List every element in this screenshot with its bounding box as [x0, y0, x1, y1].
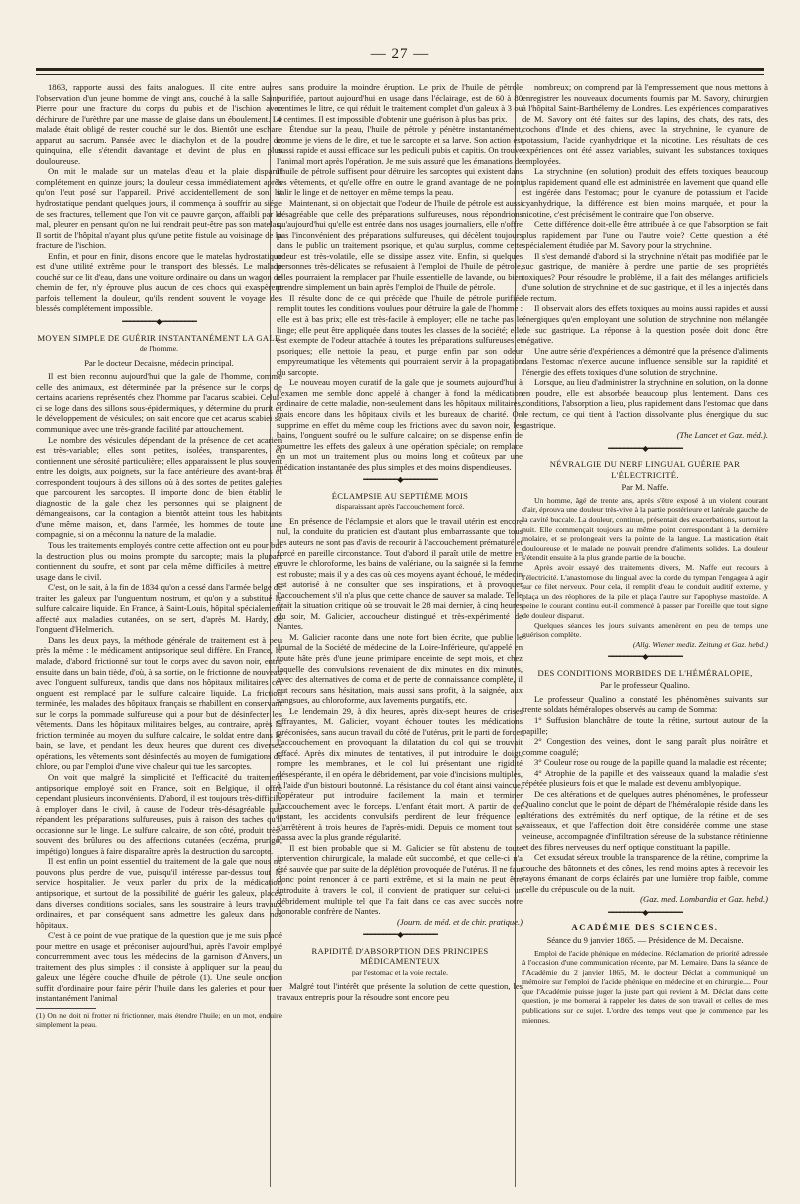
ornament-divider: ━━━━━━━━━◆━━━━━━━━━ — [363, 930, 437, 940]
article-title: MOYEN SIMPLE DE GUÉRIR INSTANTANÉMENT LA GALE — [37, 332, 281, 343]
paragraph: Quelques séances les jours suivants amenèrent en peu de temps une guérison complète. — [522, 620, 768, 640]
paragraph: On voit que malgré la simplicité et l'efficacité du traitement antipsorique employé soit en France, soit en Belgique, il offre cependant plusieurs inconvénients. D'abord, il est toujours très-difficile à employer dans le civil, à cause de l'odeur très-désagréable que répandent les préparations sulfureuses, puis à raison des taches qu'il occasionne sur le linge. Le sulfure calcaire, de son côté, produit très-souvent des brûlures ou des affections cutanées (eczéma, prurigo, impétigo) longues à faire disparaître après la destruction du sarcopte. — [36, 772, 282, 856]
paragraph: Maintenant, si on objectait que l'odeur de l'huile de pétrole est aussi désagréable que celle des préparations sulfureuses, nous répondrions qu'aujourd'hui qu'elle est entrée dans nos usages journaliers, elle n'offre pas l'inconvénient des préparations sulfureuses, qui décèlent toujours dans le public un traitement psorique, et qu'au surplus, comme cette odeur est très-volatile, elle se dissipe assez vite. Enfin, si quelques personnes très-délicates se refusaient à l'emploi de l'huile de pétrole, elles pourraient la remplacer par l'huile essentielle de lavande, ou bien prendre simplement un bain après l'emploi de l'huile de pétrole. — [277, 198, 523, 293]
ornament-divider: ━━━━━━━━━◆━━━━━━━━━ — [363, 475, 437, 485]
paragraph: nombreux; on comprend par là l'empressement que nous mettons à enregistrer les nouveaux documents fournis par M. Savory, chirurgien à l'hôpital Saint-Barthélemy de Londres. Les expériences comparatives de M. Savory ont été faites sur des lapins, des chats, des rats, des cochons d'Inde et des chiens, avec la strychnine, le cyanure de potassium, l'acide cyanhydrique et la nicotine. Les résultats de ces expériences ont été assez variables, suivant les substances toxiques employées. — [522, 82, 768, 166]
source-citation: (Allg. Wiener mediz. Zeitung et Gaz. hebd.) — [632, 639, 768, 649]
article-title: NÉVRALGIE DU NERF LINGUAL GUÉRIE PAR L'ÉLECTRICITÉ. — [549, 459, 741, 480]
paragraph: Dans les deux pays, la méthode générale de traitement est à peu près la même : le médicament antipsorique seul diffère. En France, le malade, d'abord frictionné sur tout le corps avec du savon noir, entre ensuite dans un bain tiède, d'où, à sa sortie, on le frictionne de nouveau avec l'onguent sulfureux, tandis que dans nos hôpitaux militaires cet onguent est remplacé par le sulfure calcaire liquide. La friction terminée, les malades des hôpitaux français se rhabillent en conservant sur le corps la pommade sulfureuse qui a pour but de désinfecter les vêtements. Dans les hôpitaux militaires belges, au contraire, après la friction terminée au moyen du sulfure calcaire, le soldat entre dans le bain, se lave, et pendant les deux heures que durent ces diverses opérations, les vêtements sont désinfectés au moyen de fumigations de chlore, ou par l'emploi d'une vive chaleur qui tue les sarcoptes. — [36, 634, 282, 772]
column-left — [36, 82, 282, 1187]
paragraph: 1863, rapporte aussi des faits analogues. Il cite entre autres l'observation d'un jeune homme de vingt ans, couché à la salle Saint-Pierre pour une fracture du corps du pubis et de l'ischion avec déchirure de l'urèthre par une masse de glaise dans un éboulement. Le malade était obligé de rester couché sur le dos. Bientôt une eschare apparut au sacrum. Pansée avec le diachylon et de la poudre de quinquina, elle s'étendit davantage et devint de plus en plus douloureuse. — [36, 82, 282, 166]
paragraph: Cette différence doit-elle être attribuée à ce que l'absorption se fait plus rapidement par l'une ou l'autre voie? Cette question a été spécialement étudiée par M. Savory pour la strychnine. — [522, 219, 768, 251]
footnote-rule — [36, 1008, 96, 1009]
source-citation: (The Lancet et Gaz. méd.). — [676, 430, 768, 441]
paragraph: Il est bien reconnu aujourd'hui que la gale de l'homme, comme celle des animaux, est déterminée par la présence sur le corps de certains acariens représentés chez l'homme par l'acarus scabiei. Celui-ci se loge dans des sillons sous-épidermiques, y détermine du prurit et le développement de vésicules; on sait encore que cet acarus scabiei se communique avec une très-grande facilité par attouchement. — [36, 371, 282, 434]
article-subtitle: par l'estomac et la voie rectale. — [351, 967, 449, 977]
list-item: 2° Congestion des veines, dont le sang paraît plus noirâtre et comme coagulé; — [522, 736, 768, 757]
list-item: 3° Couleur rose ou rouge de la papille quand la maladie est récente; — [534, 757, 767, 768]
paragraph: Le nouveau moyen curatif de la gale que je soumets aujourd'hui à l'examen me semble donc appelé à changer à fond la médication ordinaire de cette maladie, non-seulement dans les hôpitaux militaires, mais encore dans les hôpitaux civils et les bureaux de charité. On supprime en effet du même coup les frictions avec du savon noir, les bains, l'onguent soufré ou le sulfure calcaire; on se dispense enfin de soumettre les effets des galeux à une opération spéciale; on remplace en un mot un traitement plus ou moins long et coûteux par une médication instantanée des plus simples et des moins dispendieuses. — [277, 377, 523, 472]
source-citation: (Gaz. med. Lombardia et Gaz. hebd.) — [640, 894, 768, 905]
section-heading: ACADÉMIE DES SCIENCES. — [571, 922, 719, 933]
paragraph: Lorsque, au lieu d'administrer la strychnine en solution, on la donne en poudre, elle est absorbée beaucoup plus lentement. Dans ces conditions, l'absorption a lieu, plus rapidement dans l'estomac que dans le rectum, ce qui tient à l'action dissolvante plus énergique du suc gastrique. — [522, 377, 768, 430]
session-line: Séance du 9 janvier 1865. — Présidence de M. Decaisne. — [546, 934, 744, 945]
paragraph: sans produire la moindre éruption. Le prix de l'huile de pétrole purifiée, partout aujourd'hui en usage dans l'éclairage, est de 60 à 80 centimes le litre, ce qui réduit le traitement complet d'un galeux à 3 ou 4 centimes. Il est impossible d'obtenir une guérison à plus bas prix. — [277, 82, 523, 124]
ornament-divider: ━━━━━━━━━◆━━━━━━━━━ — [608, 443, 682, 453]
paragraph: Il est bien probable que si M. Galicier se fût abstenu de toute intervention chirurgicale, la malade eût succombé, et que celle-ci n'a été sauvée que par suite de la déplétion provoquée de l'utérus. Il ne faut donc point renoncer à ce parti extrême, et si la main ne peut être introduite à travers le col, il convient de pratiquer sur celui-ci un débridement multiple tel que l'a fait dans ce cas avec succès notre honorable confrère de Nantes. — [277, 842, 523, 917]
paragraph: Le nombre des vésicules dépendant de la présence de cet acarien est très-variable; elles sont petites, isolées, transparentes, et contiennent une sérosité particulière; elles apparaissent le plus souvent entre les doigts, aux poignets, sur la face antérieure des avant-bras et correspondent toujours à des sillons où à des sortes de petites galeries que parcourent les sarcoptes. Il importe donc de bien établir le diagnostic de la gale chez les personnes qui se plaignent de démangeaisons, car la contagion a bientôt atteint tous les habitants d'une même maison, et, dans l'armée, les hommes de toute une compagnie, si on a méconnu la nature de la maladie. — [36, 434, 282, 540]
paragraph: Cet exsudat séreux trouble la transparence de la rétine, comprime la couche des bâtonnets et des cônes, les rend moins aptes à recevoir les rayons émanant de corps éclairés par une lumière trop faible, comme celle du crépuscule ou de la nuit. — [522, 852, 768, 894]
paragraph: Emploi de l'acide phénique en médecine. Réclamation de priorité adressée à l'occasion d'une communication récente, par M. Lemaire. Dans la séance de l'Académie du 2 janvier 1865, M. le docteur Déclat a communiqué un mémoire sur l'emploi de l'acide phénique en médecine et en chirurgie.... Pour que l'Académie puisse juger la juste part qui revient à M. Déclat dans cette question, je me bornerai à rappeler les dates de son travail et celles de mes publications sur ce sujet. L'ordre des temps veut que je commence par les miennes. — [522, 948, 768, 1025]
paragraph: On mit le malade sur un matelas d'eau et la plaie disparut complétement en quinze jours; la douleur cessa immédiatement après qu'on l'eut posé sur l'appareil. Privé accidentellement de son lit hydrostatique pendant quelques jours, il commença à souffrir au siége de ses fractures, tellement que l'on vit ce pauvre garçon, affaibli par le mal, pleurer en pensant qu'on ne lui rendrait peut-être pas son matelas. Il sortit de l'hôpital n'ayant plus qu'une petite fistule au voisinage de la fracture de l'ischion. — [36, 166, 282, 251]
article-author: Par M. Naffe. — [621, 482, 669, 493]
paragraph: Il observait alors des effets toxiques au moins aussi rapides et aussi énergiques qu'en employant une solution de strychnine non mélangée de suc gastrique. La réponse à la question posée doit donc être négative. — [522, 303, 768, 346]
paragraph: Étendue sur la peau, l'huile de pétrole y pénètre instantanément, comme je viens de le dire, et tue le sarcopte et sa larve. Son action est aussi rapide et aussi efficace sur les pediculi pubis et capitis. On trouve l'animal mort après l'opération. Je me suis assuré que les émanations de l'huile de pétrole suffisent pour détruire les sarcoptes qui existent dans les vêtements, et qu'elle offre en outre le grand avantage de ne point salir le linge et de nettoyer en même temps la peau. — [277, 124, 523, 198]
ornament-divider: ━━━━━━━━━◆━━━━━━━━━ — [608, 652, 682, 662]
column-middle — [277, 82, 523, 1187]
paragraph: Il s'est demandé d'abord si la strychnine n'était pas modifiée par le suc gastrique, de manière à perdre une partie de ses propriétés toxiques? Pour résoudre le problème, il a fait des mélanges artificiels d'une solution de strychnine et de suc gastrique, et il les a injectés dans le rectum. — [522, 250, 768, 303]
paragraph: Un homme, âgé de trente ans, après s'être exposé à un violent courant d'air, éprouva une douleur très-vive à la partie postérieure et latérale gauche de la cavité buccale. La douleur, continue, présentait des exacerbations, surtout la nuit. Elle commençait toujours au même point correspondant à la dernière molaire, et se prolongeait vers la pointe de la langue. La mastication était douloureuse et le malade ne pouvait prendre d'aliments solides. La douleur s'étendit ensuite à la plus grande partie de la bouche. — [522, 495, 768, 563]
article-author: Par le docteur Decaisne, médecin principal. — [84, 357, 234, 368]
header-rule — [36, 68, 764, 71]
paragraph: M. Galicier raconte dans une note fort bien écrite, que publie le Journal de la Société de médecine de la Loire-Inférieure, qu'appelé en toute hâte près d'une jeune primipare enceinte de sept mois, et chez laquelle des convulsions revenaient de dix minutes en dix minutes, avec des alternatives de coma et de perte de connaissance complète, il eut recours sans hésitation, mais aussi sans profit, à la saignée, aux sangsues, au chloroforme, aux lavements purgatifs, etc. — [277, 631, 523, 706]
article-title: ÉCLAMPSIE AU SEPTIÈME MOIS — [331, 490, 469, 501]
paragraph: Après avoir essayé des traitements divers, M. Naffe eut recours à l'électricité. L'anastomose du lingual avec la corde du tympan l'engagea à agir sur ce filet nerveux. Pour cela, il remplit d'eau le conduit auditif externe, y plaça un des réophores de la pile et plaça l'autre sur l'apophyse mastoïde. A peine le courant continu eut-il commencé à passer par l'oreille que tout signe de douleur disparut. — [522, 562, 768, 620]
paragraph: C'est à ce point de vue pratique de la question que je me suis placé pour mettre en usage et préconiser aujourd'hui, après l'avoir employé concurremment avec tous les médecins de la garnison d'Anvers, un traitement des plus simples : il consiste à appliquer sur la peau du galeux une légère couche d'huile de pétrole (1). Une seule onction suffit d'ordinaire pour faire périr l'huile dans les galeries et pour tuer instantanément l'animal — [36, 930, 282, 1004]
paragraph: Il est enfin un point essentiel du traitement de la gale que nous ne pouvons plus perdre de vue, puisqu'il intéresse par-dessus tout le service hospitalier. Je veux parler du prix de la médication antipsorique, et surtout de la possibilité de guérir les galeux, placés dans diverses conditions sociales, sans les soustraire à leurs travaux ordinaires, et par conséquent sans admettre les galeux dans nos hôpitaux. — [36, 856, 282, 930]
paragraph: Le lendemain 29, à dix heures, après dix-sept heures de crises effrayantes, M. Galicier, voyant échouer toutes les médications préconisées, sans aucun travail du côté de l'utérus, prit le parti de forcer l'accouchement en provoquant la dilatation du col qui se trouvait effacé. Après dix minutes de tentatives, il put introduire le doigt, rompre les membranes, et le col lui présentant une rigidité désespérante, il en opéra le débridement, par voie d'incisions multiples, à l'aide d'un bistouri boutonné. La résistance du col étant ainsi vaincue, l'opérateur put introduire facilement la main et terminer l'accouchement avec le forceps. L'enfant était mort. A partir de cet instant, les accidents convulsifs perdirent de leur fréquence et s'arrêtèrent à trois heures de l'après-midi. Depuis ce moment tout se passa avec la plus grande régularité. — [277, 705, 523, 843]
paragraph: Une autre série d'expériences a démontré que la présence d'aliments dans l'estomac n'exerce aucune influence sensible sur la rapidité et l'énergie des effets toxiques d'une solution de strychnine. — [522, 345, 768, 377]
list-item: 1° Suffusion blanchâtre de toute la rétine, surtout autour de la papille; — [522, 715, 768, 736]
header-rule-thin — [36, 74, 764, 75]
paragraph: Malgré tout l'intérêt que présente la solution de cette question, les travaux entrepris pour la résoudre sont encore peu — [277, 981, 523, 1002]
footnote: (1) On ne doit ni frotter ni frictionner, mais étendre l'huile; en un mot, enduire simplement la peau. — [36, 1011, 282, 1030]
paragraph: En présence de l'éclampsie et alors que le travail utérin est encore nul, la conduite du praticien est d'autant plus embarrassante que tous les auteurs ne sont pas d'avis de recourir à l'accouchement prématuré et forcé en pareille circonstance. Tout d'abord il paraît utile de mettre en œuvre le chloroforme, les bains de valériane, ou la saignée si la femme est robuste; mais il y a des cas où ces moyens ayant échoué, le médecin est autorisé à ne consulter que ses inspirations, et à provoquer l'accouchement s'il n'a plus que cette chance de sauver sa malade. Telle était la situation critique où se trouvait le 28 mai dernier, à cinq heures du soir, M. Galicier, accoucheur distingué et très-expérimenté de Nantes. — [277, 515, 523, 632]
article-subtitle: disparaissant après l'accouchement forcé. — [335, 502, 465, 512]
paragraph: Le professeur Qualino a constaté les phénomènes suivants sur trente soldats héméralopes observés au camp de Somma: — [522, 693, 768, 715]
column-right — [522, 82, 768, 1187]
list-item: 4° Atrophie de la papille et des vaisseaux quand la maladie s'est répétée plusieurs fois et que le malade est devenu amblyopique. — [522, 767, 768, 789]
paragraph: Enfin, et pour en finir, disons encore que le matelas hydrostatique est d'une utilité extrême pour le transport des blessés. Le malade couché sur ce lit d'eau, dans une voiture ordinaire ou dans un wagon de chemin de fer, n'y éprouve plus aucun de ces chocs qui exaspèrent parfois tellement la douleur, qu'ils rendent souvent le voyage des blessés complétement impossible. — [36, 250, 282, 314]
paragraph: Il résulte donc de ce qui précède que l'huile de pétrole purifiée remplit toutes les conditions voulues pour détruire la gale de l'homme : elle est à bas prix; elle est très-facile à employer; elle ne tache pas le linge; elle peut être appliquée dans toutes les classes de la société; elle est exempte de l'odeur attachée à toutes les préparations sulfureuses et psoriques; elle nettoie la peau, et purge enfin par son odeur empyreumatique les vêtements qui pourraient servir à la propagation du sarcopte. — [277, 292, 523, 377]
paragraph: De ces altérations et de quelques autres phénomènes, le professeur Qualino conclut que le point de départ de l'héméralopie réside dans les altérations des extrémités du nerf optique, de la rétine et de ses vaisseaux, et que l'affection doit être considérée comme une stase veineuse, accompagnée d'infiltration séreuse de la substance rétinienne et des fibres nerveuses du nerf optique constituant la papille. — [522, 788, 768, 852]
article-title: RAPIDITÉ D'ABSORPTION DES PRINCIPES MÉDICAMENTEUX — [311, 945, 489, 967]
article-title: DES CONDITIONS MORBIDES DE L'HÉMÉRALOPIE, — [537, 667, 753, 678]
paragraph: C'est, on le sait, à la fin de 1834 qu'on a cessé dans l'armée belge de traiter les galeux par l'unguentum nostrum, et qu'on y a substitué le sulfure calcaire liquide. En France, à Saint-Louis, hôpital spécialement affecté aux maladies cutanées, on se sert, d'après M. Hardy, de l'onguent d'Helmerich. — [36, 582, 282, 635]
paragraph: La strychnine (en solution) produit des effets toxiques beaucoup plus rapidement quand elle est administrée en lavement que quand elle est ingérée dans l'estomac; pour le cyanure de potassium et l'acide cyanhydrique, la différence est bien moins marquée, et pour la nicotine, c'est précisément le contraire que l'on observe. — [522, 166, 768, 219]
source-citation: (Journ. de méd. et de chir. pratique.) — [396, 916, 523, 927]
article-subtitle: de l'homme. — [139, 344, 179, 354]
paragraph: Tous les traitements employés contre cette affection ont eu pour but la destruction plus ou moins prompte du sarcopte; mais la plupart contiennent du soufre, et sont par cela même difficiles à mettre en usage dans le civil. — [36, 539, 282, 582]
ornament-divider: ━━━━━━━━━◆━━━━━━━━━ — [608, 907, 682, 917]
page-number: — 27 — — [370, 46, 430, 62]
ornament-divider: ━━━━━━━━━◆━━━━━━━━━ — [122, 317, 196, 327]
article-author: Par le professeur Qualino. — [600, 680, 690, 691]
